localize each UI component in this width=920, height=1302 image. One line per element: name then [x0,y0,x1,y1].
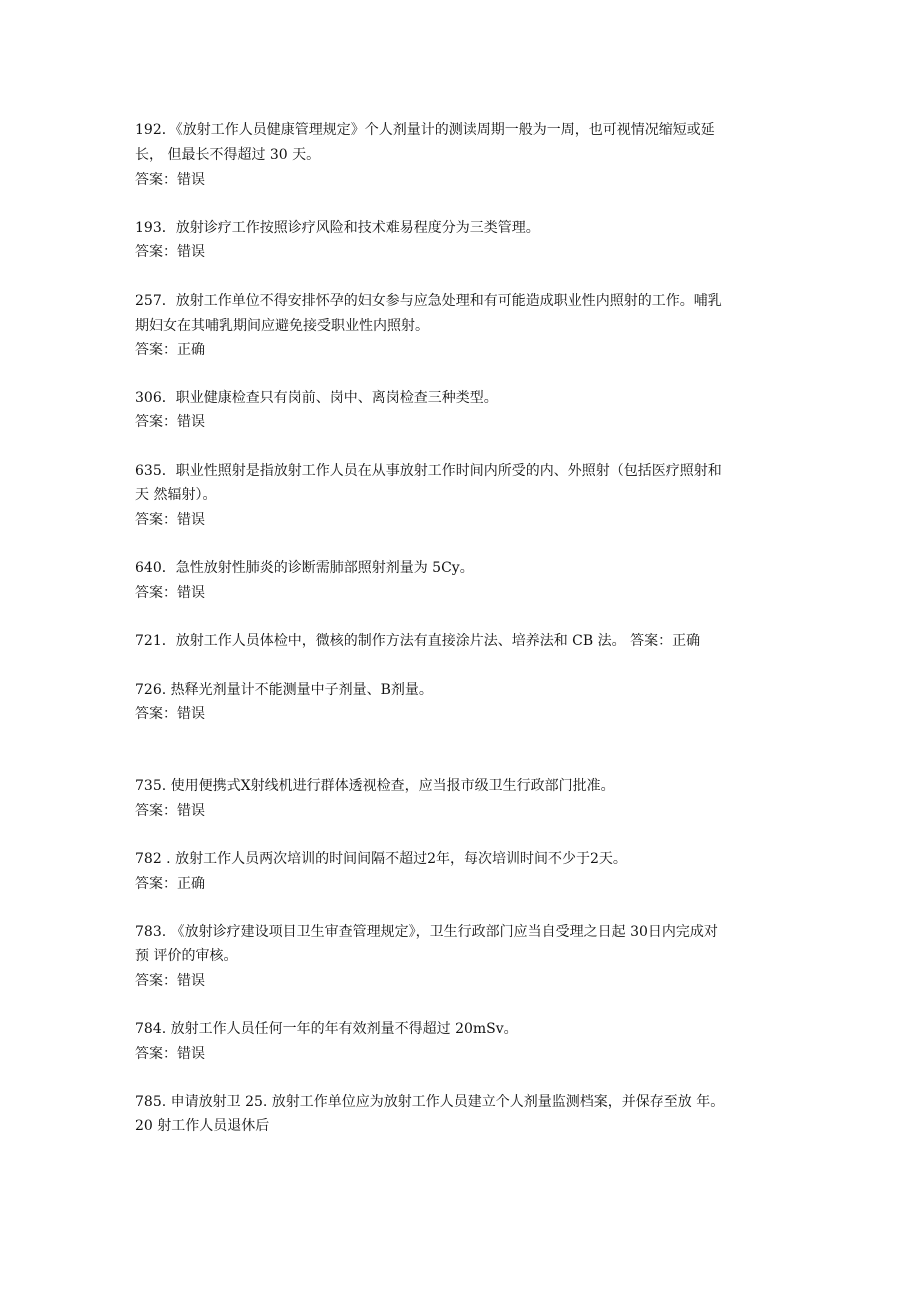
answer-192: 答案：错误 [135,172,205,188]
answer-635: 答案：错误 [135,512,205,528]
answer-784: 答案：错误 [135,1046,205,1062]
question-635-line-2: 天 然辐射）。 [135,487,217,503]
question-784-line-1: 784. 放射工作人员任何一年的年有效剂量不得超过 20mSv。 [135,1021,518,1037]
answer-782: 答案：正确 [135,876,205,892]
answer-735: 答案：错误 [135,803,205,819]
question-735-line-1: 735. 使用便携式X射线机进行群体透视检查，应当报市级卫生行政部门批准。 [135,778,615,794]
question-257-line-1: 257．放射工作单位不得安排怀孕的妇女参与应急处理和有可能造成职业性内照射的工作。哺乳 [135,293,722,309]
answer-257: 答案：正确 [135,342,205,358]
question-721-line-1: 721．放射工作人员体检中，微核的制作方法有直接涂片法、培养法和 CB 法。 答案：正确 [135,633,701,649]
answer-783: 答案：错误 [135,973,205,989]
question-785-line-2: 20 射工作人员退休后 [135,1118,270,1134]
question-192-line-2: 长， 但最长不得超过 30 天。 [135,147,321,163]
question-306-line-1: 306．职业健康检查只有岗前、岗中、离岗检查三种类型。 [135,390,498,406]
question-785-line-1: 785. 申请放射卫 25. 放射工作单位应为放射工作人员建立个人剂量监测档案，并保存至放 年。 [135,1094,725,1110]
question-257-line-2: 期妇女在其哺乳期间应避免接受职业性内照射。 [135,318,429,334]
question-192-line-1: 192．《放射工作人员健康管理规定》个人剂量计的测读周期一般为一周，也可视情况缩短或延 [135,122,715,138]
answer-640: 答案：错误 [135,585,205,601]
question-640-line-1: 640．急性放射性肺炎的诊断需肺部照射剂量为 5Cy。 [135,560,474,576]
answer-726: 答案：错误 [135,706,205,722]
question-726-line-1: 726. 热释光剂量计不能测量中子剂量、B剂量。 [135,682,433,698]
question-635-line-1: 635．职业性照射是指放射工作人员在从事放射工作时间内所受的内、外照射（包括医疗照射和 [135,463,722,479]
question-782-line-1: 782 . 放射工作人员两次培训的时间间隔不超过2年，每次培训时间不少于2天。 [135,851,627,867]
question-783-line-2: 预 评价的审核。 [135,948,238,964]
question-193-line-1: 193．放射诊疗工作按照诊疗风险和技术难易程度分为三类管理。 [135,220,540,236]
answer-306: 答案：错误 [135,414,205,430]
answer-193: 答案：错误 [135,244,205,260]
question-783-line-1: 783. 《放射诊疗建设项目卫生审查管理规定》，卫生行政部门应当自受理之日起 30日内完成对 [135,924,718,940]
